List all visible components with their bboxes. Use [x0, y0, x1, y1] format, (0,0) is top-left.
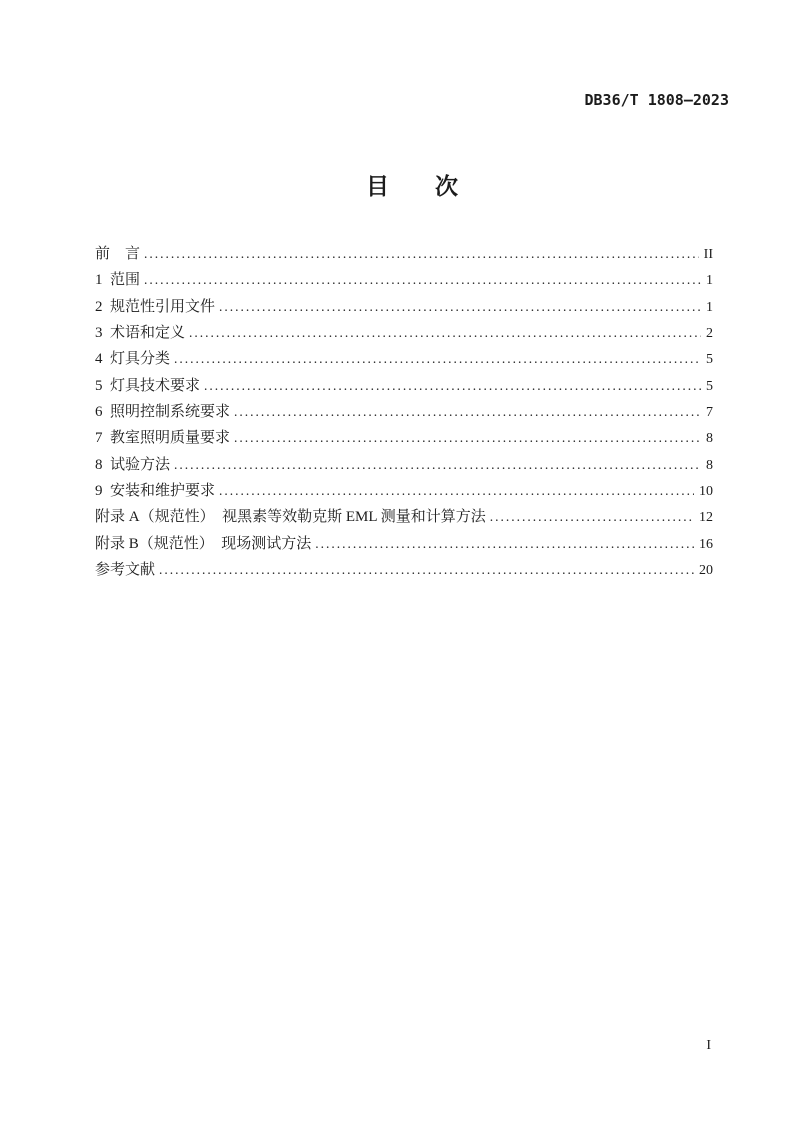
toc-entry-page: 5	[706, 352, 713, 368]
toc-entry	[95, 452, 713, 478]
toc-leader-dots	[204, 373, 701, 399]
toc-entry-page: 8	[706, 431, 713, 447]
toc-entry-page: 10	[699, 484, 713, 500]
toc-entry-label: 前 言	[95, 246, 141, 262]
toc-leader-dots	[144, 267, 701, 293]
toc-leader-dots	[174, 452, 701, 478]
toc-leader-dots	[219, 294, 701, 320]
toc-entry-label: 参考文献	[95, 562, 156, 579]
toc-entry-label: 附录 A（规范性） 视黑素等效勒克斯 EML 测量和计算方法	[95, 509, 486, 526]
toc-entry	[95, 425, 713, 451]
toc-leader-dots	[234, 425, 701, 451]
toc-leader-dots	[219, 478, 694, 504]
toc-entry-page: 8	[706, 457, 713, 473]
toc-entry-label: 7 教室照明质量要求	[95, 430, 231, 447]
toc-entry-label: 3 术语和定义	[95, 325, 186, 342]
toc-entry	[95, 267, 713, 293]
toc-entry-page: II	[703, 247, 713, 262]
toc-entry-page: 7	[706, 405, 713, 421]
toc-entry	[95, 399, 713, 425]
toc-title: 目 次	[366, 173, 458, 199]
toc-leader-dots	[315, 531, 694, 557]
toc-entry-page: 12	[699, 510, 713, 526]
toc-entry	[95, 531, 713, 557]
toc-leader-dots	[189, 320, 701, 346]
toc-entry-label: 4 灯具分类	[95, 351, 171, 368]
toc-entry-page: 16	[699, 536, 713, 552]
toc-entry	[95, 557, 713, 583]
toc-entry	[95, 504, 713, 530]
toc-leader-dots	[174, 346, 701, 372]
toc-entry-label: 5 灯具技术要求	[95, 377, 201, 394]
toc-entry-page: 2	[706, 326, 713, 342]
toc-list	[95, 241, 713, 583]
toc-entry-page: 5	[706, 378, 713, 394]
toc-entry	[95, 294, 713, 320]
toc-entry-label: 9 安装和维护要求	[95, 483, 216, 500]
toc-entry-page: 1	[706, 299, 713, 315]
page-number-footer: I	[706, 1038, 711, 1053]
toc-entry	[95, 320, 713, 346]
toc-entry	[95, 478, 713, 504]
toc-entry-page: 20	[699, 563, 713, 579]
toc-leader-dots	[144, 241, 699, 267]
toc-leader-dots	[234, 399, 701, 425]
document-code: DB36/T 1808—2023	[584, 91, 729, 109]
toc-entry	[95, 346, 713, 372]
toc-entry-label: 1 范围	[95, 272, 141, 289]
toc-entry	[95, 241, 713, 267]
toc-entry-label: 2 规范性引用文件	[95, 298, 216, 315]
toc-entry-label: 附录 B（规范性） 现场测试方法	[95, 535, 312, 552]
toc-leader-dots	[159, 557, 694, 583]
toc-entry-label: 6 照明控制系统要求	[95, 404, 231, 421]
toc-entry-page: 1	[706, 273, 713, 289]
toc-entry-label: 8 试验方法	[95, 456, 171, 473]
toc-entry	[95, 373, 713, 399]
toc-leader-dots	[490, 504, 694, 530]
